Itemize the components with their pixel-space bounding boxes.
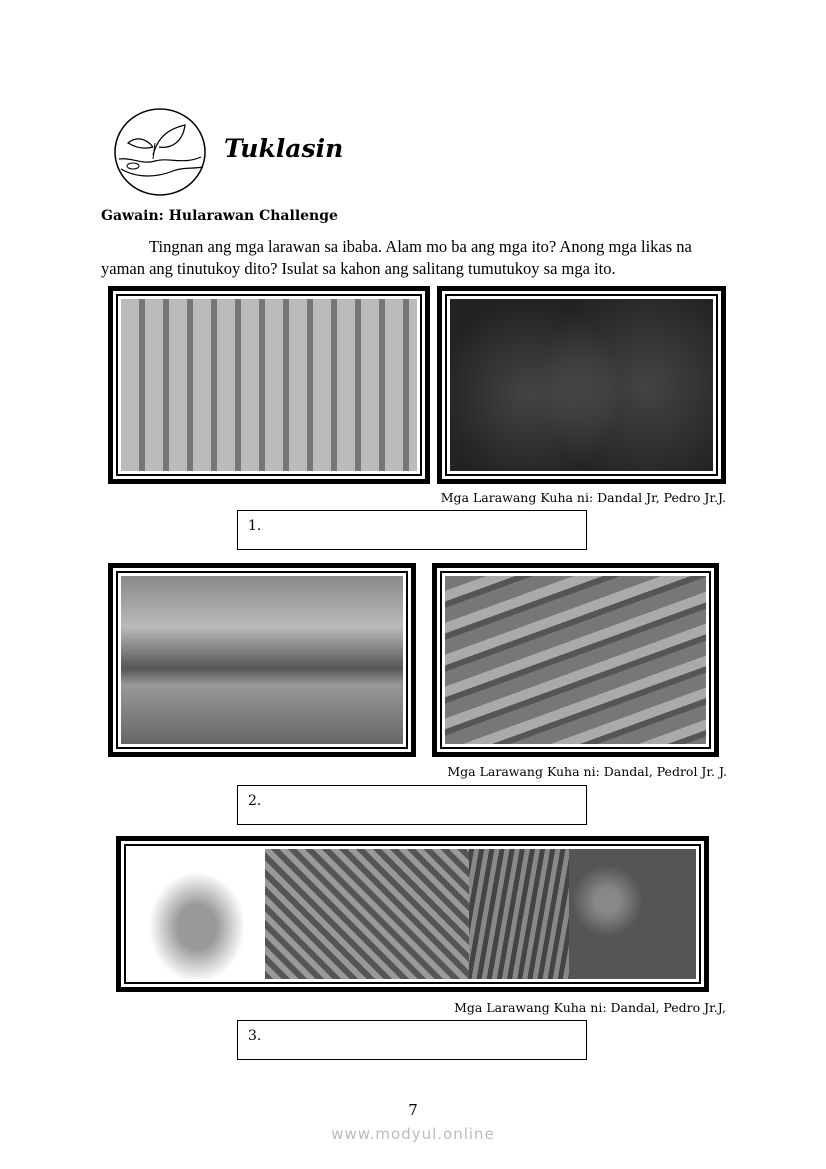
answer-box-2[interactable] (237, 785, 587, 825)
answer-label: 1. (248, 518, 262, 534)
photo-caption: Mga Larawang Kuha ni: Dandal Jr, Pedro Jr.J. (440, 490, 726, 505)
section-title: Tuklasin (224, 134, 344, 163)
photo-islands-sea (108, 563, 416, 757)
watermark: www.modyul.online (331, 1125, 495, 1143)
answer-box-3[interactable] (237, 1020, 587, 1060)
photo-caption: Mga Larawang Kuha ni: Dandal, Pedro Jr.J, (454, 1000, 726, 1015)
photo-fish (432, 563, 719, 757)
activity-heading: Gawain: Hularawan Challenge (101, 208, 338, 224)
page-number: 7 (408, 1101, 418, 1119)
photo-lpg-tanks (108, 286, 430, 484)
photo-caption: Mga Larawang Kuha ni: Dandal, Pedrol Jr. J. (447, 764, 727, 779)
photo-fuel-containers (437, 286, 726, 484)
instructions (101, 236, 729, 280)
answer-label: 2. (248, 793, 262, 809)
photo-root-crops (116, 836, 709, 992)
answer-label: 3. (248, 1028, 262, 1044)
hand-seedling-icon (113, 107, 208, 197)
answer-box-1[interactable] (237, 510, 587, 550)
instructions-text: Tingnan ang mga larawan sa ibaba. Alam mo ba ang mga ito? Anong mga likas na yaman ang tinutukoy dito? Isulat sa kahon ang salitang tumutukoy sa mga ito. (101, 237, 692, 278)
